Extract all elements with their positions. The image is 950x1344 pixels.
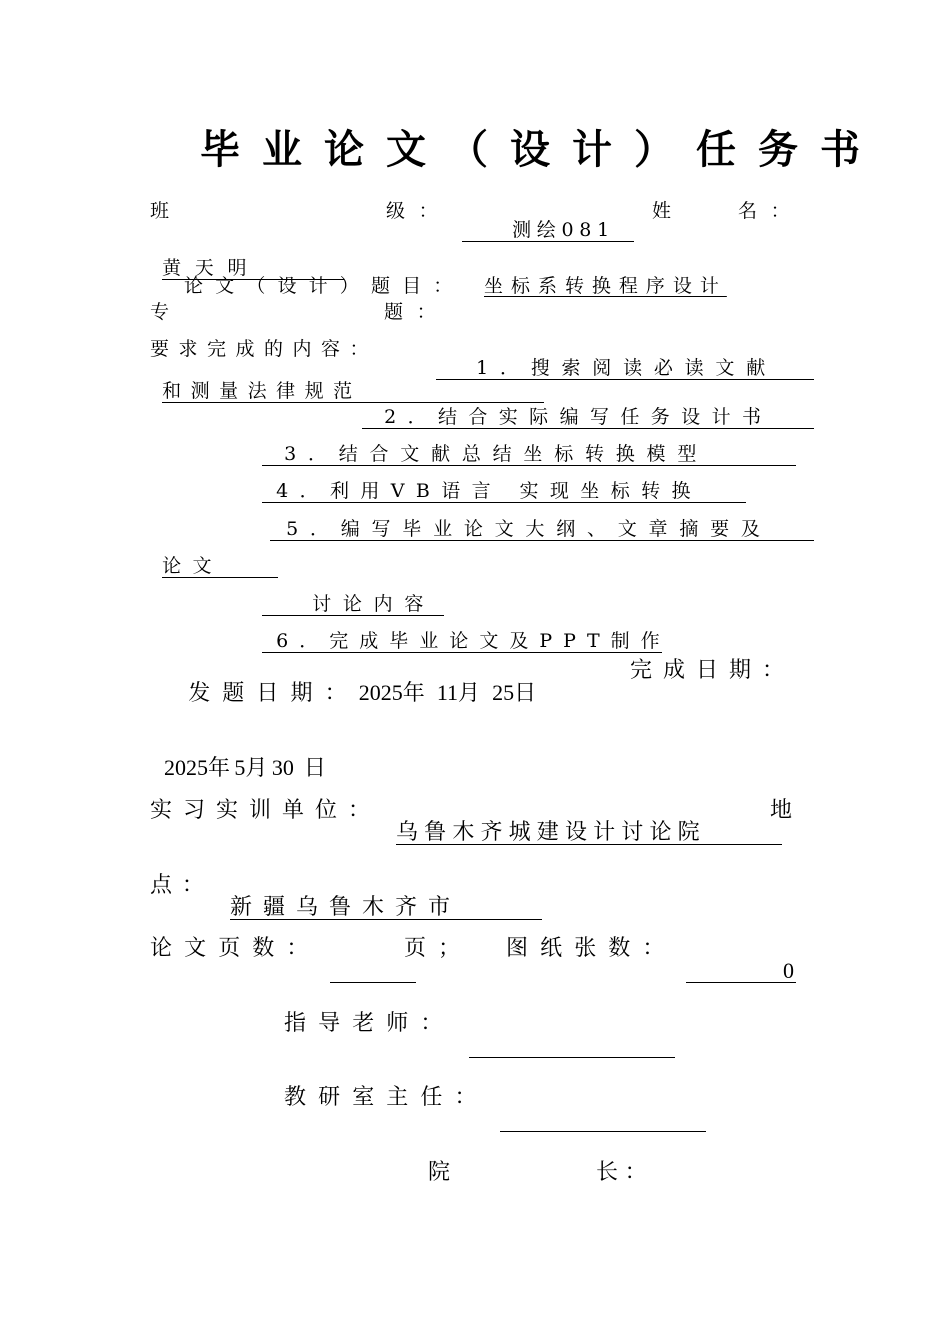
requirement-line: 2．结合实际编写任务设计书: [350, 389, 814, 433]
name-label-b: 名：: [738, 200, 804, 222]
issue-date: 发题日期：2025年11月25日: [188, 680, 549, 706]
special-label-b: 题：: [384, 301, 450, 323]
pages-label: 论文页数：: [150, 936, 321, 961]
director-label: 教研室主任：: [284, 1085, 489, 1110]
place-label-b: 点：: [150, 873, 214, 898]
requirement-line: 和测量法律规范: [150, 363, 544, 407]
dean-label-a: 院: [428, 1160, 463, 1185]
requirement-line: 5．编写毕业论文大纲、文章摘要及: [258, 501, 814, 545]
place-value: 新疆乌鲁木齐市: [216, 875, 542, 925]
requirement-line: 3．结合文献总结坐标转换模型: [250, 426, 796, 470]
name-value: 黄天明: [150, 240, 344, 284]
pages-blank: [316, 938, 416, 988]
requirement-line: 4．利用VB语言 实现坐标转换: [250, 463, 746, 507]
drawings-label: 图纸张数：: [506, 936, 677, 961]
director-blank: [486, 1087, 706, 1137]
topic-label: 论文（设计）题目：: [184, 275, 465, 297]
drawings-value: 0: [672, 938, 796, 988]
pages-unit: 页；: [404, 936, 473, 961]
requirement-line: 1．搜索阅读必读文献: [424, 340, 814, 384]
finish-date-label: 完成日期：: [630, 658, 796, 683]
advisor-blank: [455, 1013, 675, 1063]
unit-label: 实习实训单位：: [150, 798, 382, 823]
finish-date: 2025年5月30 日: [164, 755, 326, 781]
topic-value: 坐标系转换程序设计: [484, 275, 727, 297]
class-value: 测绘081: [450, 202, 634, 246]
requirement-line: 讨论内容: [250, 576, 444, 620]
name-label-a: 姓: [652, 200, 685, 222]
special-label-a: 专: [150, 301, 183, 323]
document-title: 毕业论文（设计）任务书: [200, 126, 882, 173]
dean-label-b: 长：: [596, 1160, 654, 1185]
class-label-a: 班: [150, 200, 183, 222]
place-label-a: 地: [770, 798, 805, 823]
requirement-line: 6．完成毕业论文及PPT制作: [250, 613, 662, 657]
requirement-line: 论文: [150, 538, 278, 582]
class-label-b: 级：: [386, 200, 452, 222]
advisor-label: 指导老师：: [284, 1011, 455, 1036]
unit-value: 乌鲁木齐城建设计讨论院: [382, 800, 782, 850]
requirements-label: 要求完成的内容：: [150, 338, 379, 360]
